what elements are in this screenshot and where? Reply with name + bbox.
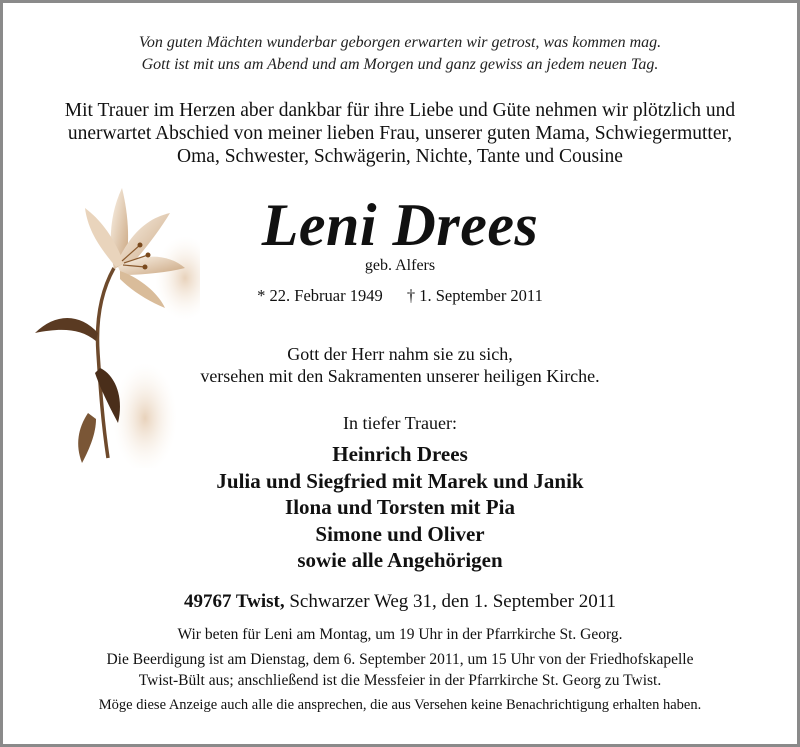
mourners-heading: In tiefer Trauer: [343,413,457,433]
motto-line: Gott ist mit uns am Abend und am Morgen und ganz gewiss an jedem neuen Tag. [141,56,659,73]
birth-name: geb. Alfers [364,257,436,274]
faith-line: Gott der Herr nahm sie zu sich, [287,344,513,364]
mourner-name: Heinrich Drees [332,442,468,466]
life-dates [200,285,600,307]
address-place: 49767 Twist, [183,591,285,612]
mourners-list [100,441,700,574]
funeral-line: Twist-Bült aus; anschließend ist die Messfeier in der Pfarrkirche St. Georg zu Twist. [138,671,662,689]
intro-line: Mit Trauer im Herzen aber dankbar für ihre Liebe und Güte nehmen wir plötzlich und [64,100,736,121]
mourner-name: Ilona und Torsten mit Pia [285,495,515,519]
intro-text [0,99,800,168]
death-date: † 1. September 2011 [406,286,543,305]
address-line [100,591,700,613]
motto [0,32,800,76]
funeral-line: Die Beerdigung ist am Dienstag, dem 6. September 2011, um 15 Uhr von der Friedhofskapelle [106,651,694,668]
faith-text [100,343,700,387]
mourner-name: Julia und Siegfried mit Marek und Janik [216,468,584,493]
motto-line: Von guten Mächten wunderbar geborgen erwarten wir getrost, was kommen mag. [138,34,662,51]
mourner-name: sowie alle Angehörigen [297,548,503,572]
intro-line: unerwartet Abschied von meiner lieben Frau, unserer guten Mama, Schwiegermutter, [67,123,733,144]
intro-line: Oma, Schwester, Schwägerin, Nichte, Tante und Cousine [177,146,623,167]
prayer-notice: Wir beten für Leni am Montag, um 19 Uhr in der Pfarrkirche St. Georg. [177,626,623,643]
deceased-name: Leni Drees [261,192,539,258]
faith-line: versehen mit den Sakramenten unserer heiligen Kirche. [200,366,600,386]
closing-note: Möge diese Anzeige auch alle die ansprechen, die aus Versehen keine Benachrichtigung erhalten haben. [98,697,702,713]
mourner-name: Simone und Oliver [315,521,485,546]
address-rest: Schwarzer Weg 31, den 1. September 2011 [284,591,617,612]
birth-date: * 22. Februar 1949 [257,286,383,305]
funeral-notice [40,650,760,691]
